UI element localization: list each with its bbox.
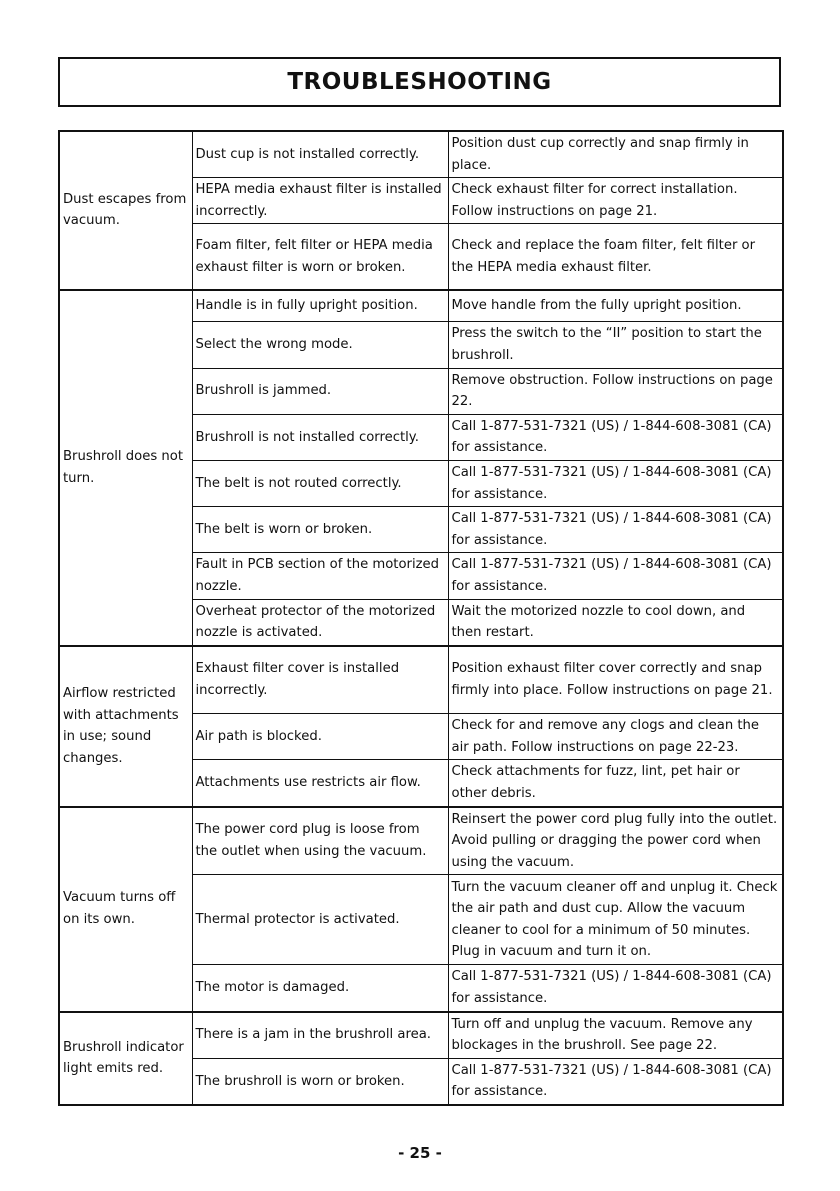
solution-cell: Press the switch to the “II” position to start the brushroll. [448,322,783,368]
troubleshooting-table [58,130,784,1106]
cause-cell: Attachments use restricts air flow. [192,760,448,807]
solution-cell: Check and replace the foam filter, felt filter or the HEPA media exhaust filter. [448,224,783,290]
cause-cell: Dust cup is not installed correctly. [192,131,448,178]
solution-cell: Check attachments for fuzz, lint, pet hair or other debris. [448,760,783,807]
table-row [59,807,783,875]
table-row [59,1012,783,1059]
table-row [59,131,783,178]
solution-cell: Call 1-877-531-7321 (US) / 1-844-608-3081 (CA) for assistance. [448,460,783,506]
cause-cell: Foam filter, felt filter or HEPA media exhaust filter is worn or broken. [192,224,448,290]
cause-cell: There is a jam in the brushroll area. [192,1012,448,1059]
cause-cell: Brushroll is jammed. [192,368,448,414]
cause-cell: Air path is blocked. [192,714,448,760]
problem-cell: Brushroll indicator light emits red. [59,1012,192,1105]
cause-cell: The power cord plug is loose from the outlet when using the vacuum. [192,807,448,875]
solution-cell: Turn off and unplug the vacuum. Remove any blockages in the brushroll. See page 22. [448,1012,783,1059]
solution-cell: Position exhaust filter cover correctly and snap firmly into place. Follow instructions on page 21. [448,646,783,714]
solution-cell: Remove obstruction. Follow instructions on page 22. [448,368,783,414]
page-title: TROUBLESHOOTING [287,69,552,95]
page-number: - 25 - [398,1144,442,1162]
solution-cell: Turn the vacuum cleaner off and unplug it. Check the air path and dust cup. Allow the vacuum cleaner to cool for a minimum of 50 minutes. Plug in vacuum and turn it on. [448,875,783,965]
solution-cell: Call 1-877-531-7321 (US) / 1-844-608-3081 (CA) for assistance. [448,965,783,1012]
solution-cell: Move handle from the fully upright position. [448,290,783,322]
cause-cell: Overheat protector of the motorized nozzle is activated. [192,599,448,646]
cause-cell: The brushroll is worn or broken. [192,1058,448,1105]
solution-cell: Position dust cup correctly and snap firmly in place. [448,131,783,178]
problem-cell: Dust escapes from vacuum. [59,131,192,290]
cause-cell: Select the wrong mode. [192,322,448,368]
cause-cell: Thermal protector is activated. [192,875,448,965]
cause-cell: The belt is not routed correctly. [192,460,448,506]
problem-cell: Airflow restricted with attachments in use; sound changes. [59,646,192,807]
problem-cell: Brushroll does not turn. [59,290,192,646]
problem-cell: Vacuum turns off on its own. [59,807,192,1012]
cause-cell: Fault in PCB section of the motorized nozzle. [192,553,448,599]
cause-cell: Exhaust filter cover is installed incorrectly. [192,646,448,714]
table-row [59,290,783,322]
cause-cell: Handle is in fully upright position. [192,290,448,322]
title-box [58,57,781,107]
solution-cell: Reinsert the power cord plug fully into the outlet. Avoid pulling or dragging the power cord when using the vacuum. [448,807,783,875]
table-row [59,646,783,714]
cause-cell: HEPA media exhaust filter is installed incorrectly. [192,178,448,224]
solution-cell: Check exhaust filter for correct installation. Follow instructions on page 21. [448,178,783,224]
solution-cell: Wait the motorized nozzle to cool down, and then restart. [448,599,783,646]
cause-cell: Brushroll is not installed correctly. [192,414,448,460]
solution-cell: Call 1-877-531-7321 (US) / 1-844-608-3081 (CA) for assistance. [448,414,783,460]
cause-cell: The belt is worn or broken. [192,507,448,553]
solution-cell: Call 1-877-531-7321 (US) / 1-844-608-3081 (CA) for assistance. [448,1058,783,1105]
solution-cell: Call 1-877-531-7321 (US) / 1-844-608-3081 (CA) for assistance. [448,507,783,553]
solution-cell: Call 1-877-531-7321 (US) / 1-844-608-3081 (CA) for assistance. [448,553,783,599]
solution-cell: Check for and remove any clogs and clean the air path. Follow instructions on page 22-23. [448,714,783,760]
cause-cell: The motor is damaged. [192,965,448,1012]
